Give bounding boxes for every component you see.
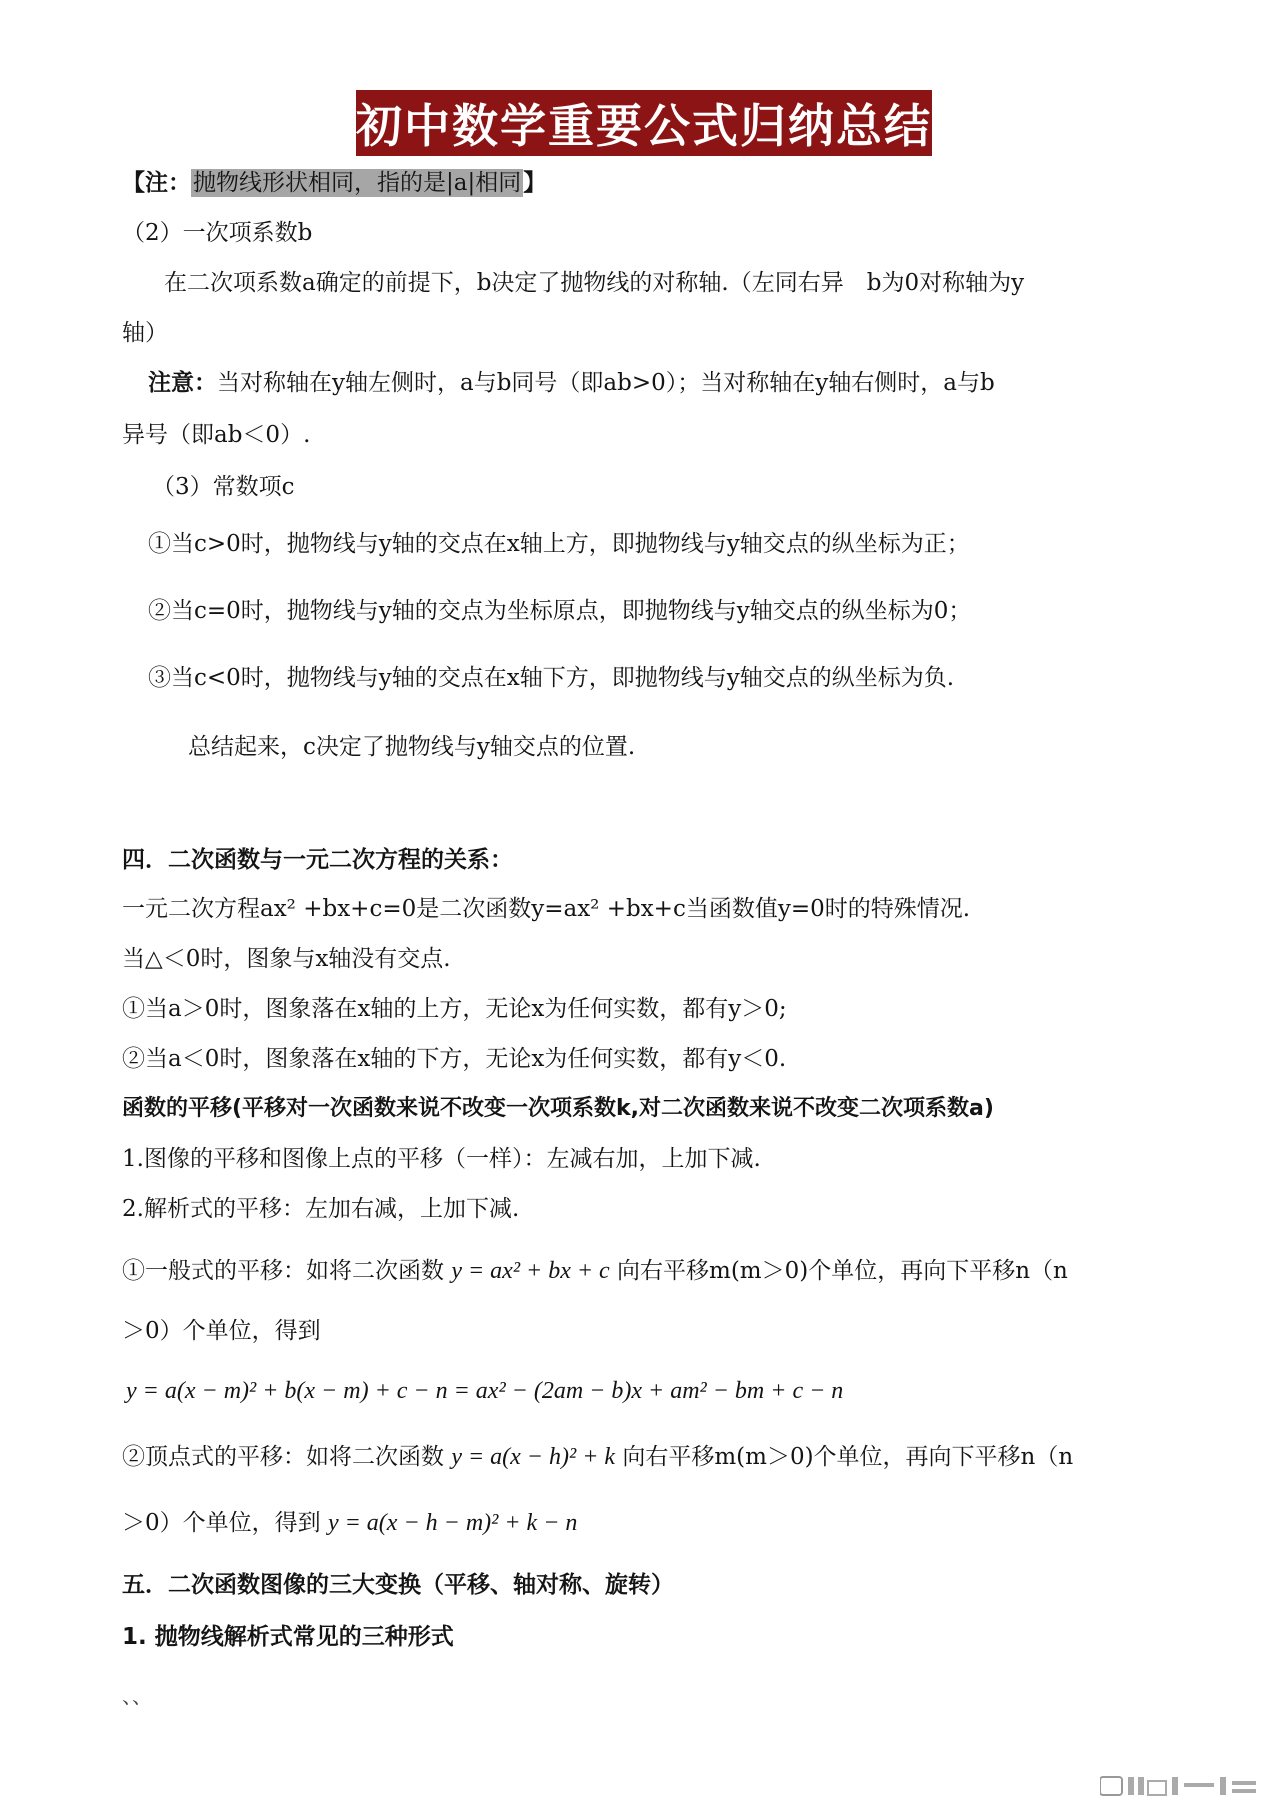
heading-c: （3）常数项c (152, 474, 295, 500)
paragraph-c-summary: 总结起来，c决定了抛物线与y轴交点的位置. (188, 734, 636, 760)
paragraph-c-3: ③当c<0时，抛物线与y轴的交点在x轴下方，即抛物线与y轴交点的纵坐标为负. (148, 665, 955, 691)
paragraph-shift-general-cont: ＞0）个单位，得到 (122, 1318, 321, 1344)
shift-general-text-a: ①一般式的平移：如将二次函数 (122, 1258, 444, 1284)
heading-section-5: 五．二次函数图像的三大变换（平移、轴对称、旋转） (122, 1572, 674, 1598)
paragraph-s4-4: ②当a＜0时，图象落在x轴的下方，无论x为任何实数，都有y＜0. (122, 1046, 787, 1072)
paragraph-shift-2: 2.解析式的平移：左加右减，上加下减. (122, 1196, 520, 1222)
note-text: 当对称轴在y轴左侧时，a与b同号（即ab>0）；当对称轴在y轴右侧时，a与b (217, 370, 995, 396)
paragraph-s4-3: ①当a＞0时，图象落在x轴的上方，无论x为任何实数，都有y＞0; (122, 996, 787, 1022)
heading-shift: 函数的平移(平移对一次函数来说不改变一次项系数k,对二次函数来说不改变二次项系数a) (122, 1096, 994, 1121)
heading-b: （2）一次项系数b (122, 220, 313, 246)
trailing-mark: 、、 (122, 1684, 152, 1708)
note-label: 注意： (148, 370, 217, 396)
paragraph-b-1: 在二次项系数a确定的前提下，b决定了抛物线的对称轴.（左同右异 b为0对称轴为y (164, 270, 1025, 296)
shift-vertex-formula: y = a(x − h)² + k (451, 1444, 616, 1470)
shift-vertex-cont-text: ＞0）个单位，得到 (122, 1510, 321, 1536)
paragraph-c-2: ②当c=0时，抛物线与y轴的交点为坐标原点，即抛物线与y轴交点的纵坐标为0； (148, 598, 972, 624)
shift-general-result: y = a(x − m)² + b(x − m) + c − n = ax² − (2am − b)x + am² − bm + c − n (126, 1378, 844, 1404)
paragraph-c-1: ①当c>0时，抛物线与y轴的交点在x轴上方，即抛物线与y轴交点的纵坐标为正； (148, 531, 970, 557)
paragraph-b-1-cont: 轴） (122, 320, 168, 346)
shift-general-formula: y = ax² + bx + c (451, 1258, 610, 1284)
paragraph-s4-1: 一元二次方程ax² +bx+c=0是二次函数y=ax² +bx+c当函数值y=0时的特殊情况. (122, 896, 971, 922)
shift-general-text-b: 向右平移m(m＞0)个单位，再向下平移n（n (617, 1258, 1068, 1284)
paragraph-s4-2: 当△＜0时，图象与x轴没有交点. (122, 946, 451, 972)
note-suffix: 】 (523, 170, 547, 196)
heading-section-4: 四．二次函数与一元二次方程的关系： (122, 847, 513, 873)
paragraph-shift-1: 1.图像的平移和图像上点的平移（一样）：左减右加，上加下减. (122, 1146, 761, 1172)
paragraph-shift-general (122, 1256, 1068, 1286)
page-title: 初中数学重要公式归纳总结 (356, 90, 932, 156)
note-prefix: 【注： (122, 170, 191, 196)
shift-vertex-text-a: ②顶点式的平移：如将二次函数 (122, 1444, 444, 1470)
paragraph-b-2 (148, 368, 995, 398)
note-highlight: 抛物线形状相同，指的是|a|相同 (193, 170, 522, 196)
shift-vertex-result: y = a(x − h − m)² + k − n (327, 1510, 578, 1536)
note-line (122, 168, 546, 198)
paragraph-shift-vertex (122, 1442, 1073, 1472)
watermark-logo-icon (1100, 1773, 1260, 1799)
heading-s5-1: 1. 抛物线解析式常见的三种形式 (122, 1624, 454, 1650)
shift-vertex-text-b: 向右平移m(m＞0)个单位，再向下平移n（n (622, 1444, 1074, 1470)
paragraph-shift-vertex-cont (122, 1508, 577, 1538)
paragraph-b-2-cont: 异号（即ab＜0）. (122, 422, 311, 448)
